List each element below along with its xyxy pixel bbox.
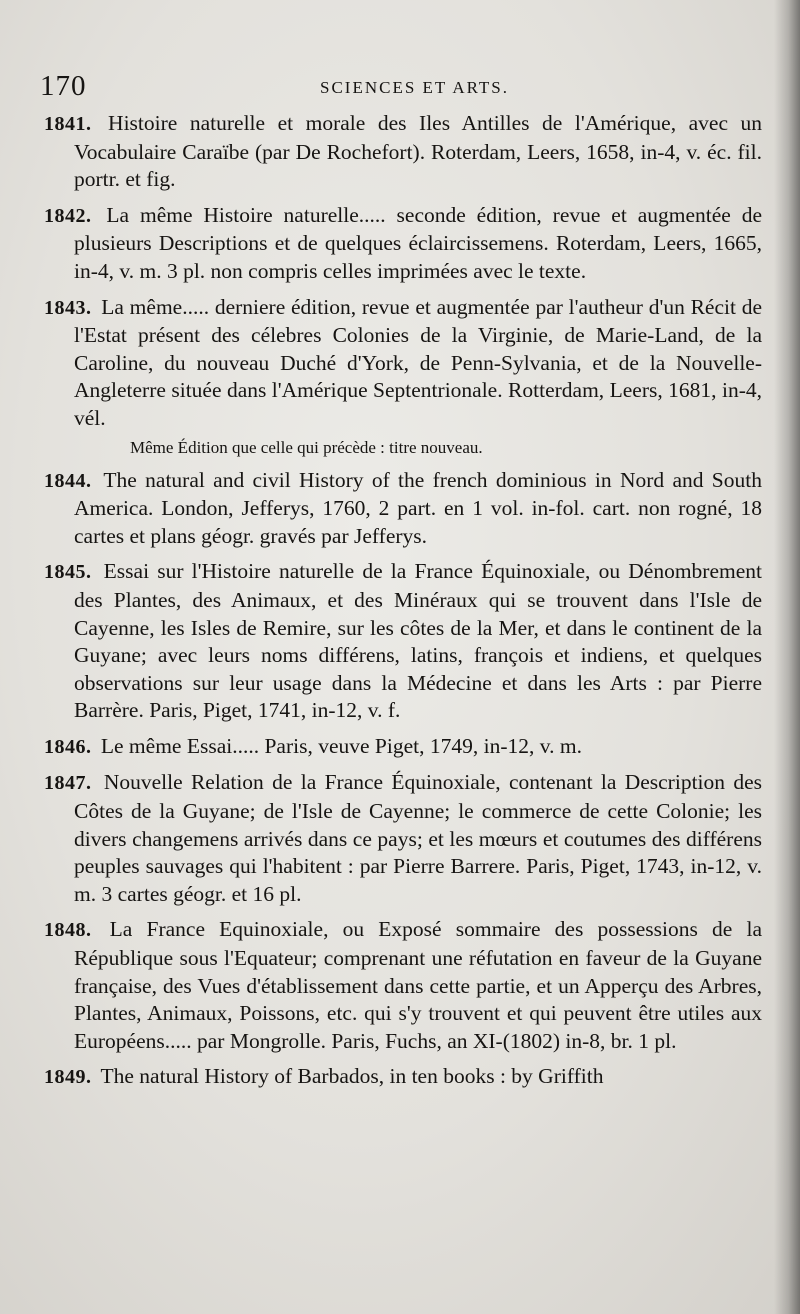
entry-number: 1847. xyxy=(44,772,92,795)
catalog-entry xyxy=(44,294,762,433)
page-gutter-shadow xyxy=(774,0,800,1314)
entry-number: 1843. xyxy=(44,296,92,319)
catalog-entry xyxy=(44,733,762,762)
catalog-entries xyxy=(44,110,762,1100)
page-header xyxy=(40,70,760,106)
entry-number: 1844. xyxy=(44,469,92,492)
entry-text: La même..... derniere édition, revue et augmentée par l'autheur d'un Récit de l'Estat présent des célebres Colonies de la Virginie, de Marie-Land, de la Caroline, du nouveau Duché d'York, de Penn-Sylvania, et de la Nouvelle-Angleterre située dans l'Amérique Septentrionale. Rotterdam, Leers, 1681, in-4, vél. xyxy=(74,294,762,430)
page-number: 170 xyxy=(40,70,87,102)
entry-text: Le même Essai..... Paris, veuve Piget, 1749, in-12, v. m. xyxy=(100,733,582,758)
entry-note: Même Édition que celle qui précède : titre nouveau. xyxy=(130,437,483,457)
entry-number: 1849. xyxy=(44,1066,92,1089)
entry-number: 1845. xyxy=(44,561,92,584)
entry-number: 1841. xyxy=(44,113,92,135)
entry-text: La France Equinoxiale, ou Exposé sommaire des possessions de la République sous l'Equateur; comprenant une réfutation en faveur de la Guyane française, des Vues d'établissement dans cette partie, et un Apperçu des Arbres, Plantes, Animaux, Poissons, etc. qui s'y trouvent et qui peuvent être utiles aux Européens..... par Mongrolle. Paris, Fuchs, an XI-(1802) in-8, br. 1 pl. xyxy=(74,917,762,1053)
catalog-entry xyxy=(44,110,762,194)
catalog-entry xyxy=(44,1063,762,1092)
entry-text: La même Histoire naturelle..... seconde édition, revue et augmentée de plusieurs Descriptions et de quelques éclaircissemens. Roterdam, Leers, 1665, in-4, v. m. 3 pl. non compris celles imprimées avec le texte. xyxy=(74,202,763,283)
running-head: SCIENCES ET ARTS. xyxy=(320,78,510,97)
entry-number: 1842. xyxy=(44,204,92,227)
entry-text: Essai sur l'Histoire naturelle de la France Équinoxiale, ou Dénombrement des Plantes, des Animaux, et des Minéraux qui se trouvent dans l'Isle de Cayenne, les Isles de Remire, sur les côtes de la Mer, et dans le continent de la Guyane; avec leurs noms différens, latins, françois et indiens, et quelques observations sur leur usage dans la Médecine et dans les Arts : par Pierre Barrère. Paris, Piget, 1741, in-12, v. f. xyxy=(74,559,762,723)
catalog-entry xyxy=(44,202,762,286)
entry-text: Nouvelle Relation de la France Équinoxiale, contenant la Description des Côtes de la Guyane; de l'Isle de Cayenne; le commerce de cette Colonie; les divers changemens arrivés dans ce pays; et les mœurs et coutumes des différens peuples sauvages qui l'habitent : par Pierre Barrere. Paris, Piget, 1743, in-12, v. m. 3 cartes géogr. et 16 pl. xyxy=(74,770,762,906)
entry-text: The natural and civil History of the french dominious in Nord and South America. London, Jefferys, 1760, 2 part. en 1 vol. in-fol. cart. non rogné, 18 cartes et plans géogr. gravés par Jefferys. xyxy=(74,467,762,548)
entry-number: 1848. xyxy=(44,919,92,942)
entry-number: 1846. xyxy=(44,735,92,758)
catalog-entry xyxy=(44,916,762,1055)
entry-text: Histoire naturelle et morale des Iles Antilles de l'Amérique, avec un Vocabulaire Caraïbe (par De Rochefort). Roterdam, Leers, 1658, in-4, v. éc. fil. portr. et fig. xyxy=(74,111,763,192)
entry-text: The natural History of Barbados, in ten books : by Griffith xyxy=(100,1064,604,1089)
catalog-entry xyxy=(44,769,762,908)
catalog-entry xyxy=(44,558,762,725)
catalog-entry xyxy=(44,467,762,551)
